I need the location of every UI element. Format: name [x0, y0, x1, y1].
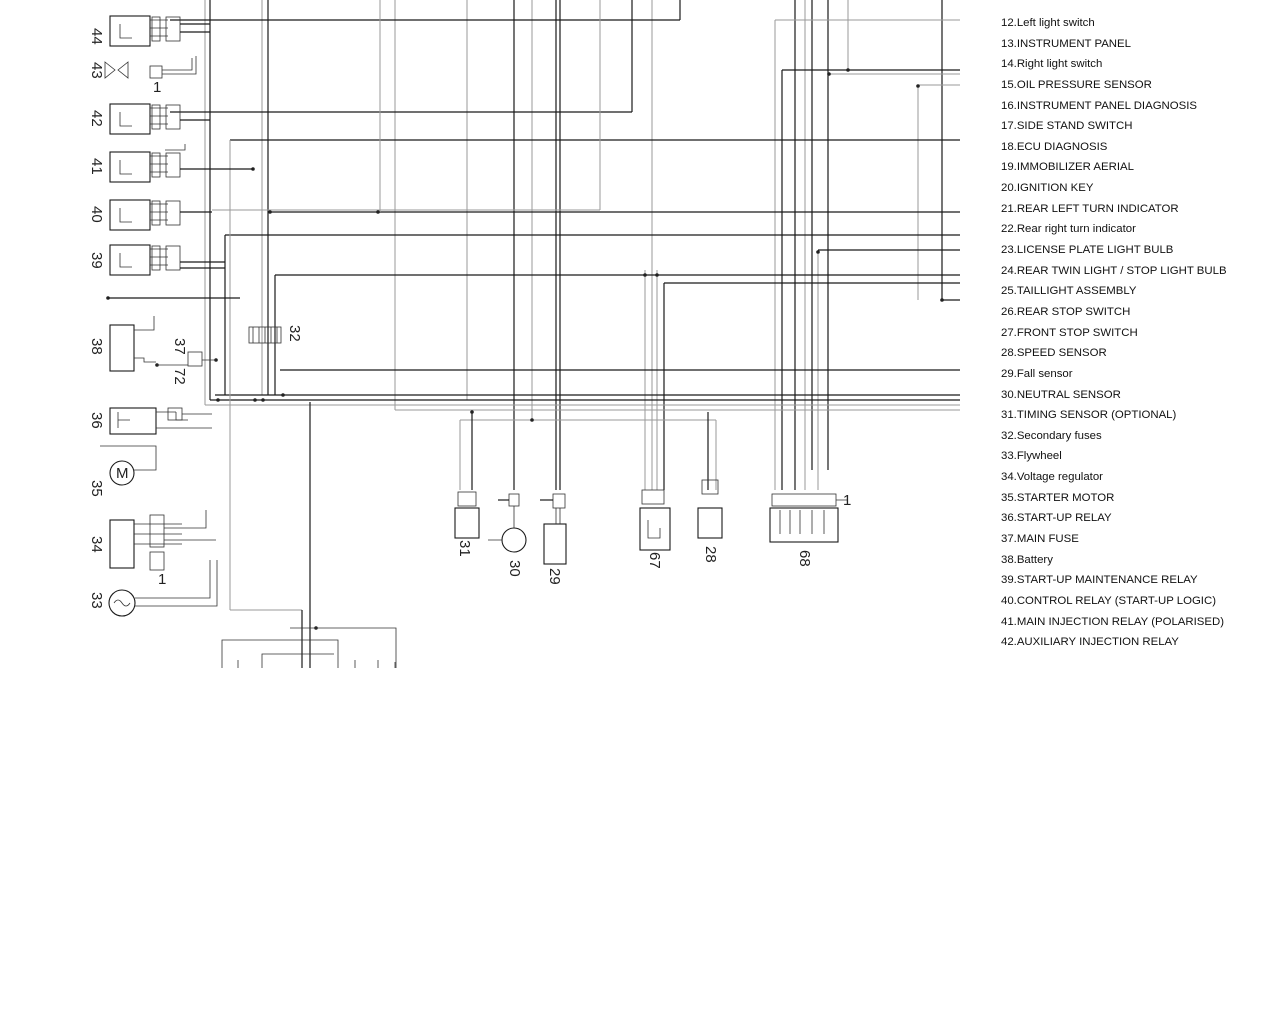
- label-34: 34: [88, 536, 105, 553]
- legend-item: 34.Voltage regulator: [1001, 471, 1103, 484]
- legend-item: 12.Left light switch: [1001, 17, 1095, 29]
- component-legend: [1001, 16, 1227, 656]
- legend-item: 19.IMMOBILIZER AERIAL: [1001, 161, 1134, 174]
- label-41: 41: [88, 158, 105, 175]
- label-68: 68: [796, 550, 813, 567]
- legend-item: 16.INSTRUMENT PANEL DIAGNOSIS: [1001, 99, 1198, 112]
- legend-item: 40.CONTROL RELAY (START-UP LOGIC): [1001, 594, 1216, 607]
- legend-item: 39.START-UP MAINTENANCE RELAY: [1001, 574, 1198, 587]
- legend-item: 33.Flywheel: [1001, 450, 1062, 463]
- fall-sensor-29: [540, 494, 566, 585]
- legend-item: 32.Secondary fuses: [1001, 429, 1102, 442]
- bottom-connector: [222, 628, 396, 668]
- main-fuse-37: [157, 338, 216, 385]
- rear-stop-switch-67: [640, 490, 670, 569]
- legend-item: 42.AUXILIARY INJECTION RELAY: [1001, 636, 1179, 649]
- label-72: 72: [171, 368, 188, 385]
- label-29: 29: [546, 568, 563, 585]
- label-30: 30: [506, 560, 523, 577]
- relay-42: [88, 104, 210, 134]
- label-32: 32: [286, 325, 303, 342]
- relay-41: [88, 144, 253, 182]
- timing-sensor-31: [455, 492, 479, 557]
- legend-item: 26.REAR STOP SWITCH: [1001, 305, 1131, 318]
- legend-item: 20.IGNITION KEY: [1001, 182, 1094, 195]
- legend-item: 41.MAIN INJECTION RELAY (POLARISED): [1001, 615, 1225, 628]
- label-34-pin: 1: [158, 571, 167, 588]
- label-68-pin: 1: [843, 492, 852, 509]
- flywheel-33: [88, 560, 217, 616]
- legend-item: 22.Rear right turn indicator: [1001, 223, 1136, 236]
- legend-item: 15.OIL PRESSURE SENSOR: [1001, 78, 1152, 91]
- label-39: 39: [88, 252, 105, 269]
- label-43-pin: 1: [153, 79, 162, 96]
- label-33: 33: [88, 592, 105, 609]
- legend-item: 17.SIDE STAND SWITCH: [1001, 120, 1133, 133]
- label-36: 36: [88, 412, 105, 429]
- label-28: 28: [702, 546, 719, 563]
- legend-item: 24.REAR TWIN LIGHT / STOP LIGHT BULB: [1001, 264, 1227, 277]
- legend-item: 37.MAIN FUSE: [1001, 533, 1079, 546]
- legend-item: 14.Right light switch: [1001, 58, 1103, 71]
- legend-item: 23.LICENSE PLATE LIGHT BULB: [1001, 244, 1174, 257]
- legend-item: 30.NEUTRAL SENSOR: [1001, 388, 1121, 401]
- relay-39: [88, 245, 225, 275]
- secondary-fuses-32: [249, 325, 303, 343]
- label-40: 40: [88, 206, 105, 223]
- legend-item: 21.REAR LEFT TURN INDICATOR: [1001, 202, 1179, 215]
- label-44: 44: [88, 28, 105, 45]
- legend-item: 31.TIMING SENSOR (OPTIONAL): [1001, 409, 1177, 422]
- relay-40: [88, 200, 212, 230]
- motor-symbol: M: [116, 465, 129, 482]
- label-35: 35: [88, 480, 105, 497]
- legend-item: 28.SPEED SENSOR: [1001, 347, 1107, 360]
- legend-item: 27.FRONT STOP SWITCH: [1001, 326, 1138, 339]
- label-42: 42: [88, 110, 105, 127]
- label-38: 38: [88, 338, 105, 355]
- legend-item: 18.ECU DIAGNOSIS: [1001, 140, 1108, 153]
- legend-item: 35.STARTER MOTOR: [1001, 491, 1115, 504]
- speed-sensor-28: [698, 480, 722, 563]
- legend-item: 13.INSTRUMENT PANEL: [1001, 37, 1131, 50]
- connector-68: [770, 492, 851, 567]
- legend-item: 38.Battery: [1001, 553, 1053, 566]
- label-43: 43: [88, 62, 105, 79]
- neutral-sensor-30: [488, 494, 526, 577]
- start-up-relay-36: [88, 408, 212, 434]
- relay-43: [88, 56, 196, 96]
- legend-item: 29.Fall sensor: [1001, 367, 1073, 380]
- label-67: 67: [646, 552, 663, 569]
- legend-item: 25.TAILLIGHT ASSEMBLY: [1001, 285, 1137, 298]
- label-31: 31: [456, 540, 473, 557]
- legend-item: 36.START-UP RELAY: [1001, 512, 1112, 525]
- starter-motor-35: [88, 446, 156, 497]
- label-37: 37: [171, 338, 188, 355]
- voltage-regulator-34: [88, 510, 216, 588]
